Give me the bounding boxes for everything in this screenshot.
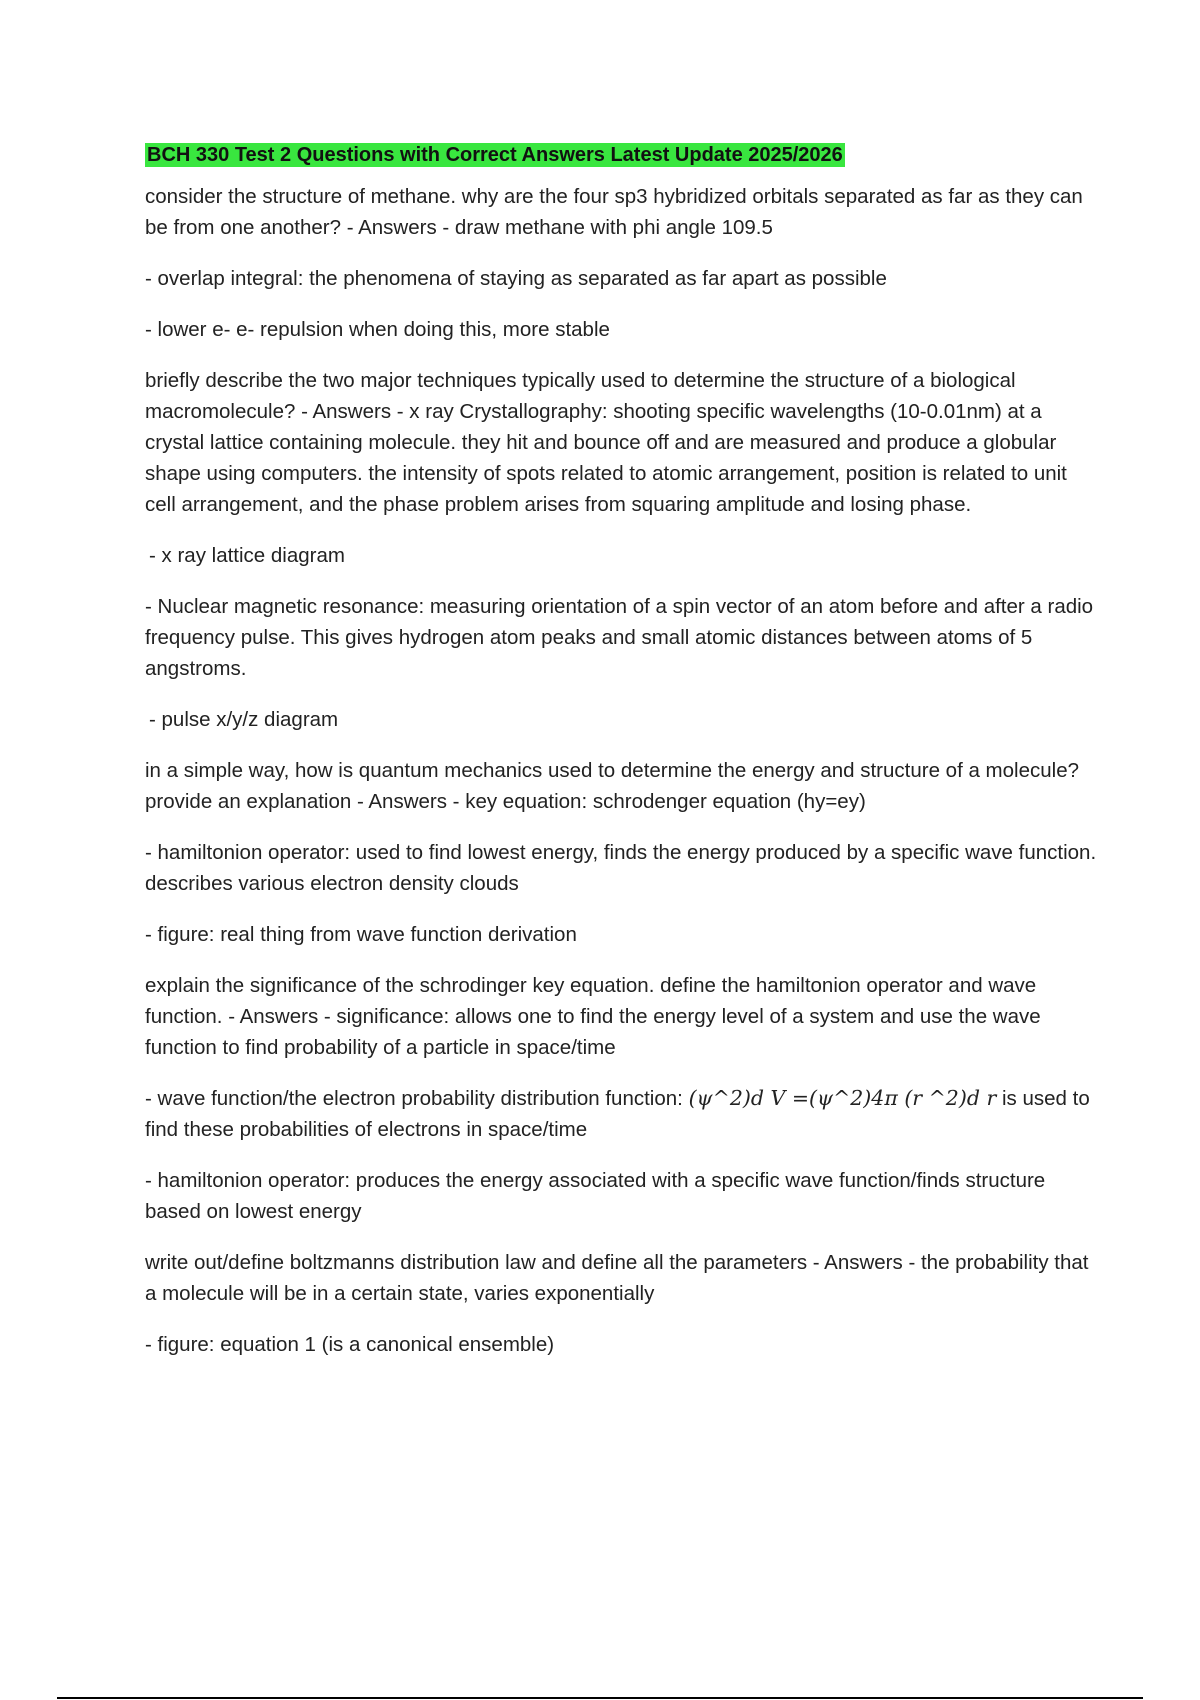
paragraph-wave-function — [145, 1083, 1097, 1145]
paragraph-repulsion: - lower e- e- repulsion when doing this, more stable — [145, 318, 610, 341]
paragraph-methane-question: consider the structure of methane. why are the four sp3 hybridized orbitals separated as far as they can be from one another? - Answers - draw methane with phi angle 109.5 — [145, 185, 1083, 239]
document-page — [145, 143, 1097, 1380]
document-title: BCH 330 Test 2 Questions with Correct Answers Latest Update 2025/2026 — [147, 144, 843, 166]
paragraph-figure-wave-derivation: - figure: real thing from wave function derivation — [145, 923, 577, 946]
paragraph-boltzmann-question: write out/define boltzmanns distribution law and define all the parameters - Answers - the probability that a molecule will be in a certain state, varies exponentially — [145, 1251, 1089, 1305]
wave-function-suffix: is used to find these probabilities of electrons in space/time — [145, 1087, 1090, 1141]
paragraph-schrodinger-significance: explain the significance of the schrodinger key equation. define the hamiltonion operator and wave function. - Answers - significance: allows one to find the energy level of a system and use the wave function to find probability of a particle in space/time — [145, 974, 1041, 1059]
paragraph-xray-diagram: - x ray lattice diagram — [149, 544, 345, 567]
paragraph-hamiltonion-lowest-energy: - hamiltonion operator: used to find lowest energy, finds the energy produced by a specific wave function. describes various electron density clouds — [145, 841, 1097, 895]
paragraph-pulse-diagram: - pulse x/y/z diagram — [149, 708, 339, 731]
title-row — [145, 143, 1097, 167]
probability-equation: (ψ^2)d V =(ψ^2)4π (r ^2)d r — [688, 1086, 997, 1110]
paragraph-figure-equation-1: - figure: equation 1 (is a canonical ensemble) — [145, 1333, 555, 1356]
paragraph-quantum-question: in a simple way, how is quantum mechanics used to determine the energy and structure of a molecule? provide an explanation - Answers - key equation: schrodenger equation (hy=ey) — [145, 759, 1080, 813]
paragraph-nmr: - Nuclear magnetic resonance: measuring orientation of a spin vector of an atom before and after a radio frequency pulse. This gives hydrogen atom peaks and small atomic distances between atoms of 5 angstroms. — [145, 595, 1094, 680]
paragraph-hamiltonion-structure: - hamiltonion operator: produces the energy associated with a specific wave function/finds structure based on lowest energy — [145, 1169, 1046, 1223]
wave-function-prefix: - wave function/the electron probability distribution function: — [145, 1087, 689, 1110]
paragraph-techniques-question: briefly describe the two major techniques typically used to determine the structure of a biological macromolecule? - Answers - x ray Crystallography: shooting specific wavelengths (10-0.01nm) at a crystal lattice containing molecule. they hit and bounce off and are measured and produce a globular shape using computers. the intensity of spots related to atomic arrangement, position is related to unit cell arrangement, and the phase problem arises from squaring amplitude and losing phase. — [145, 369, 1067, 516]
footer-divider — [57, 1697, 1143, 1699]
paragraph-overlap-integral: - overlap integral: the phenomena of staying as separated as far apart as possible — [145, 267, 887, 290]
